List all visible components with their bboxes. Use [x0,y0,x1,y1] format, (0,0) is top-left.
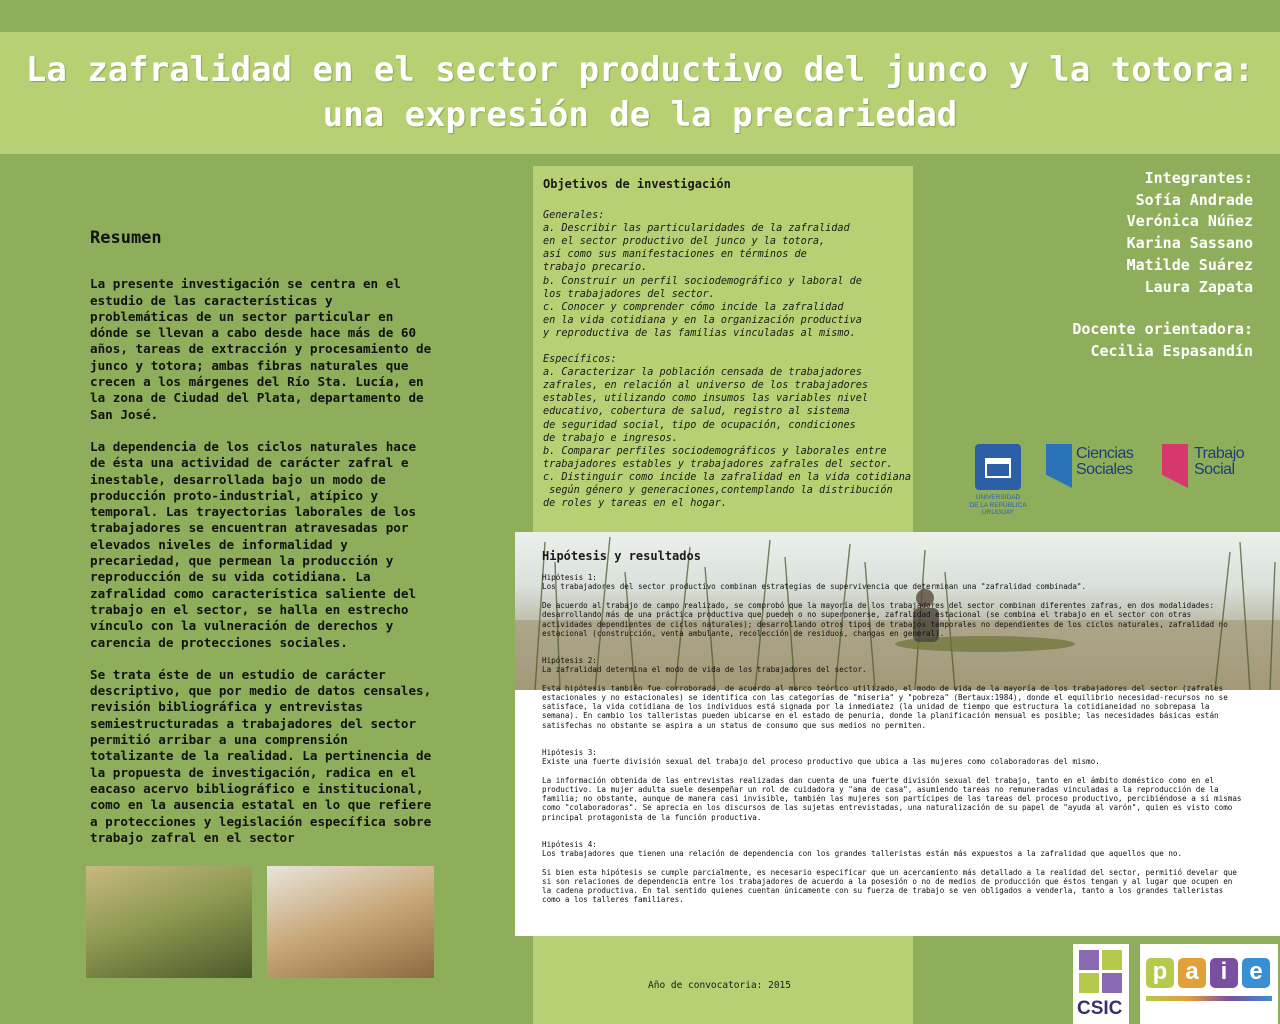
paie-letter: p [1146,958,1174,988]
convocatoria-panel [533,936,913,1024]
convocatoria-year: Año de convocatoria: 2015 [648,980,791,991]
resumen-paragraph-3: Se trata éste de un estudio de carácter descriptivo, que por medio de datos censales, revisión bibliográfica y entrevistas semiestructuradas a trabajadores del sector permitió arribar a una comprensión totalizante de la realidad. La pertinencia de la propuesta de investigación, radica en el eacaso acervo bibliográfico e institucional, como en la ausencia estatal en lo que refiere a protecciones y legislación específica sobre trabajo zafral en el sector [90,666,432,845]
member-name: Verónica Núñez [1126,212,1253,231]
resumen-paragraph-1: La presente investigación se centra en el estudio de las características y problemáticas de un sector particular en dónde se llevan a cabo desde hace más de 60 años, tareas de extracción y procesamiento de junco y totora; ambas fibras naturales que crecen a los márgenes del Río Sta. Lucía, en la zona de Ciudad del Plata, departamento de San José. [90,276,432,422]
paie-letter: i [1210,958,1238,988]
hipotesis-block [542,748,1242,822]
hipotesis-label: Hipótesis 3: [542,747,597,757]
udelar-logo-text: UNIVERSIDAD DE LA REPÚBLICA URUGUAY [969,494,1027,516]
hipotesis-statement: La zafralidad determina el modo de vida de los trabajadores del sector. [542,665,867,675]
hipotesis-panel [515,532,1280,936]
integrantes-heading: Integrantes: [1144,169,1253,187]
member-name: Karina Sassano [1126,234,1253,253]
title-line-2: una expresión de la precariedad [322,95,958,135]
hipotesis-result: Esta hipótesis también fue corroborada, de acuerdo al marco teórico utilizado, el modo de vida de la mayoría de los trabajadores del sector (zafrales estacionales y no estacionales) se identifica con las categorías de "miseria" y "pobreza" (Bertaux:1984), donde el equilibrio necesidad-recursos no se satisface, la vida cotidiana de los individuos está signada por la inmediatez (la unidad de tiempo que estructura la cotidianeidad no sobrepasa la semana). En cambio los talleristas pueden ubicarse en el estado de penuria, donde la planificación mensual es posible; las necesidades básicas están satisfechas no obstante se aspira a un status de consumo que sus medios no permiten. [542,683,1228,730]
ts-line-1: Trabajo [1194,445,1245,462]
hipotesis-content [542,549,1242,922]
member-name: Matilde Suárez [1126,255,1253,274]
objetivos-heading: Objetivos de investigación [543,177,731,191]
hipotesis-statement: Los trabajadores del sector productivo combinan estrategias de supervivencia que determinan una "zafralidad combinada". [542,582,1087,592]
hipotesis-result: Si bien esta hipótesis se cumple parcialmente, es necesario especificar que un acercamiento más detallado a la realidad del sector, permitió develar que si son relaciones de dependencia entre los trabajadores de acuerdo a la posesión o no de medios de producción que éstos tengan y al lugar que ocupen en la cadena productiva. En tal sentido quienes cuentan únicamente con su fuerza de trabajo se ven obligados a venderla, tanto a los grandes talleristas como a los talleres familiares. [542,867,1237,905]
hipotesis-block [542,840,1242,905]
objetivos-generales: Generales: a. Describir las particularidades de la zafralidad en el sector productivo del junco y la totora, así como sus manifestaciones en términos de trabajo precario. b. Construir un perfil sociodemográfico y laboral de los trabajadores del sector. c. Conocer y comprender cómo incide la zafralidad en la vida cotidiana y en la organización productiva y reproductiva de las familias vinculadas al mismo. [543,210,862,339]
hipotesis-block [542,656,1242,730]
worker-carrying-reeds-photo [86,866,252,978]
paie-underline [1146,996,1272,1001]
cs-line-1: Ciencias [1076,445,1134,462]
member-name: Sofía Andrade [1135,190,1253,209]
resumen-heading: Resumen [90,228,162,248]
hipotesis-label: Hipótesis 1: [542,573,597,583]
paie-letter: e [1242,958,1270,988]
poster-title [0,32,1280,154]
hipotesis-heading: Hipótesis y resultados [542,549,701,563]
objetivos-panel [533,166,913,536]
top-band [0,0,1280,32]
resumen-paragraph-2: La dependencia de los ciclos naturales hace de ésta una actividad de carácter zafral e inestable, desarrollada bajo un modo de producción proto-industrial, atípico y temporal. Las trayectorias laborales de los trabajadores se encuentran atravesadas por elevados niveles de informalidad y precariedad, que permean la producción y reproducción de su vida cotidiana. La zafralidad como característica saliente del trabajo en el sector, se halla en estrecho vínculo con la vulneración de derechos y carencia de protecciones sociales. [90,438,417,650]
hipotesis-block [542,573,1242,638]
hipotesis-statement: Existe una fuerte división sexual del trabajo del proceso productivo que ubica a las mujeres como colaboradoras del mismo. [542,757,1100,767]
hands-processing-reeds-photo [267,866,434,978]
docente-name: Cecilia Espasandín [1090,341,1253,360]
paie-letter: a [1178,958,1206,988]
paie-logo [1140,944,1278,1024]
csic-square-icon [1079,950,1099,970]
hipotesis-result: De acuerdo al trabajo de campo realizado, se comprobó que la mayoría de los trabajadores del sector combinan diferentes zafras, en dos modalidades: desarrollando más de una práctica productiva que pueden o no superponerse, zafralidad estacional (se combina el trabajo en el sector con otras actividades dependientes de ciclos naturales); desarrollando otros tipos de trabajos temporales no dependientes de los ciclos naturales, zafralidad no estacional (construcción, venta ambulante, recolección de residuos, changas en general). [542,601,1228,638]
csic-square-icon [1102,950,1122,970]
hipotesis-label: Hipótesis 2: [542,655,597,665]
hipotesis-statement: Los trabajadores que tienen una relación de dependencia con los grandes talleristas están más expuestos a la zafralidad que aquellos que no. [542,848,1183,858]
title-line-1: La zafralidad en el sector productivo del junco y la totora: [25,50,1255,90]
trabajo-social-mark-icon [1162,444,1188,488]
csic-square-icon [1102,973,1122,993]
csic-logo-text: CSIC [1077,998,1123,1019]
docente-heading: Docente orientadora: [1072,320,1253,339]
resumen-section [90,230,435,862]
udelar-building-icon [975,444,1021,490]
integrantes-section [1072,168,1253,363]
hipotesis-result: La información obtenida de las entrevistas realizadas dan cuenta de una fuerte división sexual del trabajo, tanto en el ámbito doméstico como en el productivo. La mujer adulta suele desempeñar un rol de cuidadora y "ama de casa", asumiendo tareas no remuneradas vinculadas a la reproducción de la familia; no obstante, aunque de manera casi invisible, también las mujeres son partícipes de las tareas del proceso productivo, percibiéndose a sí mismas como "colaboradoras". Se aprecia en los discursos de las sujetas entrevistadas, una naturalización de su papel de "ayuda al varón", quien es visto como principal protagonista de la función productiva. [542,775,1242,822]
member-name: Laura Zapata [1144,277,1253,296]
cs-line-2: Sociales [1076,461,1133,478]
hipotesis-label: Hipótesis 4: [542,839,597,849]
objetivos-especificos: Específicos: a. Caracterizar la población censada de trabajadores zafrales, en relación al universo de los trabajadores estables, utilizando como insumos las variables nivel educativo, cobertura de salud, registro al sistema de seguridad social, tipo de ocupación, condiciones de trabajo e ingresos. b. Comparar perfiles sociodemográficos y laborales entre trabajadores estables y trabajadores zafrales del sector. c. Distinguir como incide la zafralidad en la vida cotidiana según género y generaciones,contemplando la distribución de roles y tareas en el hogar. [543,354,912,510]
institution-logos [968,440,1268,530]
ciencias-sociales-mark-icon [1046,444,1072,488]
csic-square-icon [1079,973,1099,993]
ts-line-2: Social [1194,461,1235,478]
udelar-logo [968,444,1028,517]
csic-logo [1073,944,1129,1024]
